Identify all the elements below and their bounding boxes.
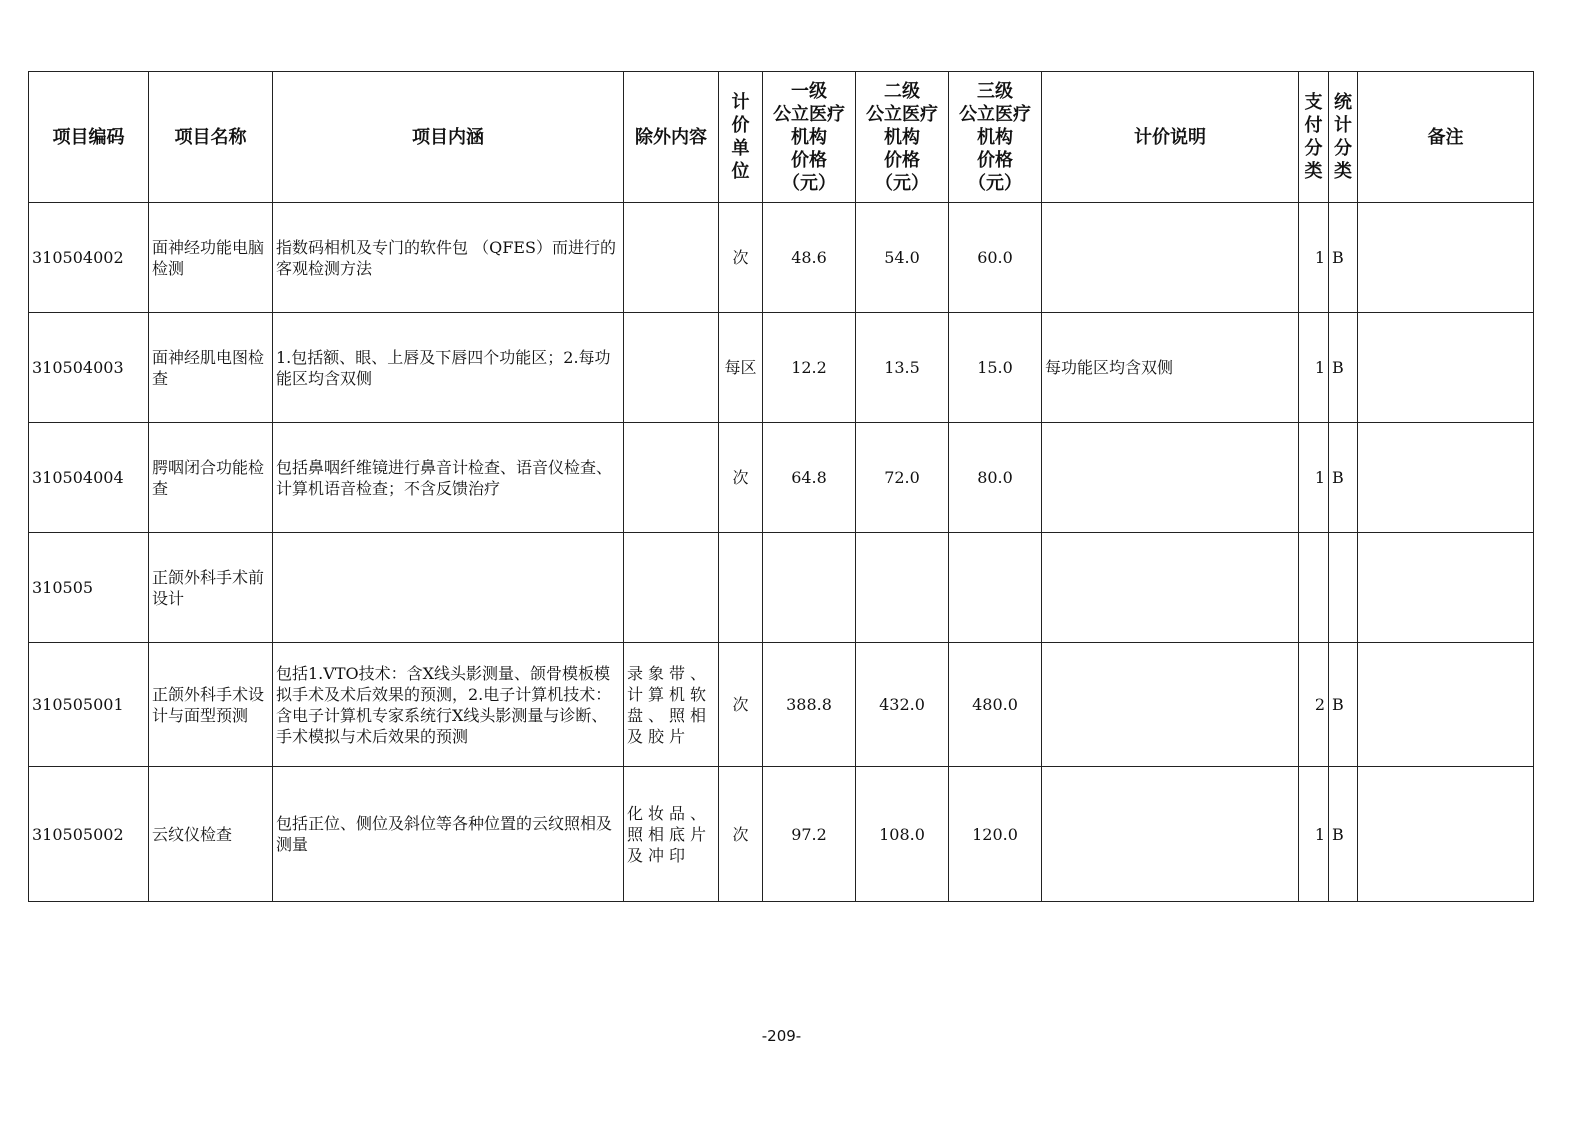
cell-remark [1358, 643, 1534, 767]
cell-exclusion [624, 767, 719, 902]
header-pay-class [1299, 72, 1329, 203]
cell-stat-class: B [1329, 767, 1358, 902]
cell-pay-class: 1 [1299, 767, 1329, 902]
cell-explanation [1042, 423, 1299, 533]
cell-code: 310505001 [29, 643, 149, 767]
cell-price1: 388.8 [763, 643, 856, 767]
cell-pay-class: 1 [1299, 423, 1329, 533]
cell-content: 1.包括额、眼、上唇及下唇四个功能区；2.每功能区均含双侧 [273, 313, 624, 423]
table-row [29, 313, 1534, 423]
cell-price2: 72.0 [856, 423, 949, 533]
cell-unit: 次 [719, 203, 763, 313]
cell-price2: 108.0 [856, 767, 949, 902]
cell-exclusion [624, 423, 719, 533]
cell-unit: 次 [719, 643, 763, 767]
cell-exclusion-text: 化妆品、照相底片及冲印 [627, 803, 712, 865]
cell-price3: 80.0 [949, 423, 1042, 533]
table-row [29, 203, 1534, 313]
cell-exclusion [624, 313, 719, 423]
header-price1: 一级 公立医疗 机构 价格 （元） [763, 72, 856, 203]
header-unit [719, 72, 763, 203]
cell-price1: 12.2 [763, 313, 856, 423]
cell-content: 包括正位、侧位及斜位等各种位置的云纹照相及测量 [273, 767, 624, 902]
header-unit-text: 计价单位 [731, 92, 750, 182]
cell-name: 面神经功能电脑检测 [149, 203, 273, 313]
cell-stat-class [1329, 533, 1358, 643]
cell-name: 面神经肌电图检查 [149, 313, 273, 423]
cell-price3: 60.0 [949, 203, 1042, 313]
cell-price1: 48.6 [763, 203, 856, 313]
cell-price2: 54.0 [856, 203, 949, 313]
table-row [29, 767, 1534, 902]
cell-remark [1358, 533, 1534, 643]
cell-stat-class: B [1329, 423, 1358, 533]
header-stat-class [1329, 72, 1358, 203]
cell-price3: 15.0 [949, 313, 1042, 423]
header-content: 项目内涵 [273, 72, 624, 203]
header-row [29, 72, 1534, 203]
header-remark: 备注 [1358, 72, 1534, 203]
cell-explanation: 每功能区均含双侧 [1042, 313, 1299, 423]
cell-code: 310505002 [29, 767, 149, 902]
cell-explanation [1042, 643, 1299, 767]
cell-content: 指数码相机及专门的软件包 （QFES）而进行的客观检测方法 [273, 203, 624, 313]
cell-pay-class [1299, 533, 1329, 643]
cell-unit: 次 [719, 423, 763, 533]
cell-explanation [1042, 767, 1299, 902]
table-row [29, 643, 1534, 767]
cell-explanation [1042, 533, 1299, 643]
cell-remark [1358, 203, 1534, 313]
cell-price2: 13.5 [856, 313, 949, 423]
cell-stat-class: B [1329, 203, 1358, 313]
cell-name: 正颌外科手术前设计 [149, 533, 273, 643]
cell-unit: 每区 [719, 313, 763, 423]
price-table [28, 71, 1534, 902]
header-pay-class-text: 支付分类 [1304, 92, 1323, 182]
page-number: -209- [761, 1027, 802, 1045]
cell-exclusion [624, 203, 719, 313]
header-exclusion: 除外内容 [624, 72, 719, 203]
table-row [29, 533, 1534, 643]
header-code: 项目编码 [29, 72, 149, 203]
cell-content: 包括鼻咽纤维镜进行鼻音计检查、语音仪检查、计算机语音检查；不含反馈治疗 [273, 423, 624, 533]
cell-price1: 97.2 [763, 767, 856, 902]
cell-content: 包括1.VTO技术：含X线头影测量、颌骨模板模拟手术及术后效果的预测，2.电子计算机技术：含电子计算机专家系统行X线头影测量与诊断、手术模拟与术后效果的预测 [273, 643, 624, 767]
table-row [29, 423, 1534, 533]
cell-code: 310504003 [29, 313, 149, 423]
cell-remark [1358, 313, 1534, 423]
cell-exclusion-text: 录象带、计算机软盘、照相及胶片 [627, 663, 712, 746]
cell-price2 [856, 533, 949, 643]
cell-name: 正颌外科手术设计与面型预测 [149, 643, 273, 767]
cell-unit: 次 [719, 767, 763, 902]
cell-remark [1358, 767, 1534, 902]
cell-pay-class: 2 [1299, 643, 1329, 767]
cell-code: 310505 [29, 533, 149, 643]
cell-price2: 432.0 [856, 643, 949, 767]
cell-price1: 64.8 [763, 423, 856, 533]
header-price2: 二级 公立医疗 机构 价格 （元） [856, 72, 949, 203]
cell-stat-class: B [1329, 643, 1358, 767]
header-stat-class-text: 统计分类 [1334, 92, 1352, 182]
header-name: 项目名称 [149, 72, 273, 203]
cell-code: 310504002 [29, 203, 149, 313]
header-price3: 三级 公立医疗 机构 价格 （元） [949, 72, 1042, 203]
cell-name: 云纹仪检查 [149, 767, 273, 902]
cell-price3 [949, 533, 1042, 643]
cell-explanation [1042, 203, 1299, 313]
cell-unit [719, 533, 763, 643]
cell-remark [1358, 423, 1534, 533]
cell-price1 [763, 533, 856, 643]
cell-price3: 480.0 [949, 643, 1042, 767]
cell-code: 310504004 [29, 423, 149, 533]
header-explanation: 计价说明 [1042, 72, 1299, 203]
cell-exclusion [624, 533, 719, 643]
cell-stat-class: B [1329, 313, 1358, 423]
cell-content [273, 533, 624, 643]
cell-price3: 120.0 [949, 767, 1042, 902]
cell-exclusion [624, 643, 719, 767]
cell-name: 腭咽闭合功能检查 [149, 423, 273, 533]
cell-pay-class: 1 [1299, 313, 1329, 423]
cell-pay-class: 1 [1299, 203, 1329, 313]
